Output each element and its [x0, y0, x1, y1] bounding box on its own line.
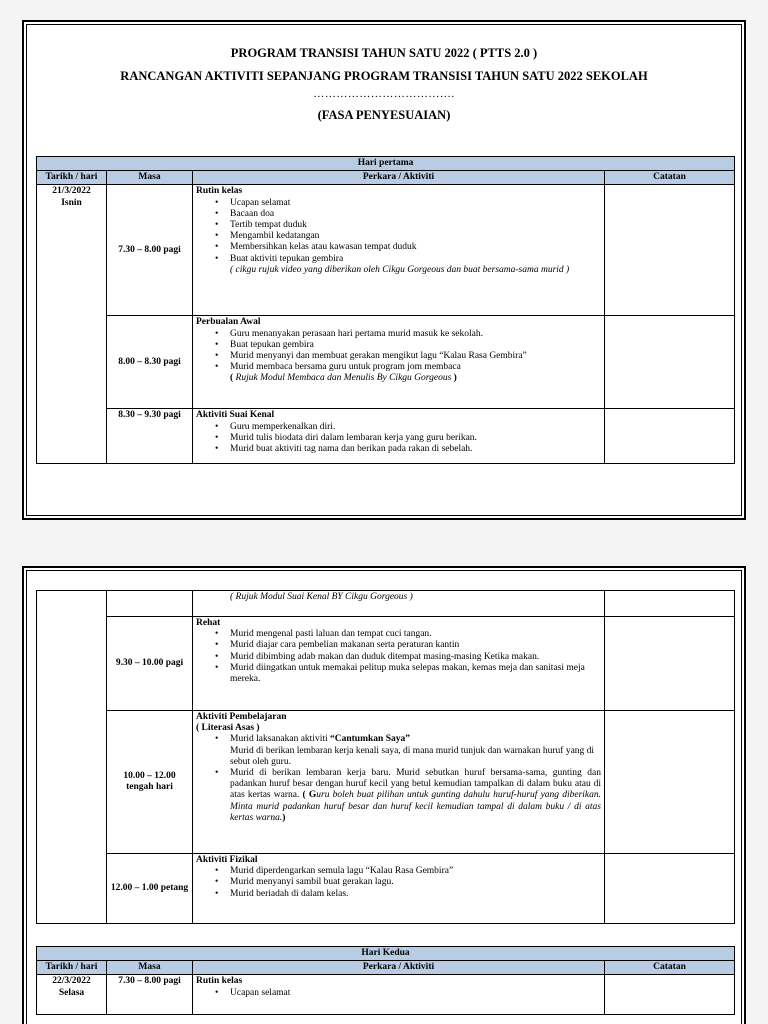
activity-text: Murid di berikan lembaran kerja kenali saya, di mana murid tunjuk dan warnakan huruf yang di sebut oleh guru.	[230, 745, 595, 767]
notes-cell	[605, 617, 735, 711]
activity-cell	[193, 409, 605, 464]
date-cell	[37, 185, 107, 464]
table-row	[37, 185, 735, 316]
activity-cell	[193, 617, 605, 711]
col-activity: Perkara / Aktiviti	[193, 961, 605, 975]
activity-cell	[193, 591, 605, 617]
table-row	[37, 591, 735, 617]
list-item: • Bacaan doa	[196, 209, 601, 220]
time-cell: 8.30 – 9.30 pagi	[107, 409, 193, 464]
date: 22/3/2022	[52, 976, 91, 987]
day1-schedule-table	[36, 156, 735, 464]
table-row	[37, 409, 735, 464]
time-cell: 10.00 – 12.00 tengah hari	[107, 711, 193, 854]
activity-subtitle: ( Literasi Asas )	[196, 723, 260, 734]
activity-note: ( Rujuk Modul Membaca dan Menulis By Cikgu Gorgeous )	[230, 373, 457, 384]
document-page-1	[22, 20, 746, 520]
list-item: • Murid menyanyi sambil buat gerakan lagu.	[196, 877, 601, 888]
notes-cell	[605, 185, 735, 316]
col-time: Masa	[107, 961, 193, 975]
activity-note: ( Rujuk Modul Suai Kenal BY Cikgu Gorgeous )	[230, 592, 413, 602]
col-date: Tarikh / hari	[37, 171, 107, 185]
list-item: • Mengambil kedatangan	[196, 231, 601, 242]
list-item: • Murid mengenal pasti laluan dan tempat cuci tangan.	[196, 629, 601, 640]
activity-note: ( cikgu rujuk video yang diberikan oleh Cikgu Gorgeous dan buat bersama-sama murid )	[230, 264, 570, 275]
activity-title: Aktiviti Pembelajaran	[196, 712, 287, 722]
day-label: Hari Kedua	[37, 947, 735, 961]
list-item: • Murid buat aktiviti tag nama dan berikan pada rakan di sebelah.	[196, 444, 601, 455]
col-time: Masa	[107, 171, 193, 185]
notes-cell	[605, 316, 735, 409]
document-page-2	[22, 566, 746, 1024]
activity-cell	[193, 316, 605, 409]
notes-cell	[605, 975, 735, 1015]
time-cell: 9.30 – 10.00 pagi	[107, 617, 193, 711]
activity-cell	[193, 975, 605, 1015]
list-item: • Ucapan selamat	[196, 198, 601, 209]
time-cell: 7.30 – 8.00 pagi	[107, 185, 193, 316]
date-cell	[37, 591, 107, 924]
activity-title: Rehat	[196, 618, 221, 628]
weekday: Selasa	[58, 987, 85, 998]
list-item: • Murid dibimbing adab makan dan duduk ditempat masing-masing Ketika makan.	[196, 652, 601, 663]
notes-cell	[605, 409, 735, 464]
list-item: • Membersihkan kelas atau kawasan tempat duduk	[196, 242, 601, 253]
list-item: • Murid tulis biodata diri dalam lembaran kerja yang guru berikan.	[196, 433, 601, 444]
activity-title: Aktiviti Fizikal	[196, 855, 258, 865]
document-title: PROGRAM TRANSISI TAHUN SATU 2022 ( PTTS 2.0 )	[230, 46, 538, 60]
activity-title: Perbualan Awal	[196, 317, 261, 328]
table-row	[37, 617, 735, 711]
list-item: • Buat tepukan gembira	[196, 340, 601, 351]
list-item: • Guru memperkenalkan diri.	[196, 422, 601, 433]
weekday: Isnin	[61, 197, 82, 208]
col-activity: Perkara / Aktiviti	[193, 171, 605, 185]
col-notes: Catatan	[605, 171, 735, 185]
list-item: • Murid menyanyi dan membuat gerakan mengikut lagu “Kalau Rasa Gembira”	[196, 351, 601, 362]
list-item: • Murid diingatkan untuk memakai pelitup muka selepas makan, kemas meja dan sanitasi meja mereka.	[196, 663, 601, 685]
activity-title: Rutin kelas	[196, 186, 243, 197]
day-label: Hari pertama	[37, 157, 735, 171]
activity-title: Rutin kelas	[196, 976, 243, 987]
time-cell: 7.30 – 8.00 pagi	[107, 975, 193, 1015]
list-item: • Murid beriadah di dalam kelas.	[196, 889, 601, 900]
activity-title: Aktiviti Suai Kenal	[196, 410, 275, 421]
time-cell: 12.00 – 1.00 petang	[107, 854, 193, 924]
day2-schedule-table	[36, 946, 735, 1015]
table-row	[37, 711, 735, 854]
list-item: • Murid di berikan lembaran kerja baru. Murid sebutkan huruf bersama-sama, gunting dan padankan huruf besar dengan huruf kecil yang betul kemudian tampalkan di dalam buku atau di atas kertas warna. ( Guru boleh buat pilihan untuk gunting dahulu huruf-huruf yang diberikan. Minta murid padankan huruf besar dan huruf kecil kemudian tampal di dalam buku / di atas kertas warna.)	[196, 768, 601, 824]
document-subtitle: RANCANGAN AKTIVITI SEPANJANG PROGRAM TRANSISI TAHUN SATU 2022 SEKOLAH	[120, 69, 648, 83]
list-item: • Buat aktiviti tepukan gembira	[196, 254, 601, 265]
activity-cell	[193, 854, 605, 924]
list-item: • Guru menanyakan perasaan hari pertama murid masuk ke sekolah.	[196, 329, 601, 340]
col-notes: Catatan	[605, 961, 735, 975]
notes-cell	[605, 591, 735, 617]
list-item: • Ucapan selamat	[196, 988, 601, 999]
list-item: • Murid diperdengarkan semula lagu “Kalau Rasa Gembira”	[196, 866, 601, 877]
list-item: • Tertib tempat duduk	[196, 220, 601, 231]
date: 21/3/2022	[52, 186, 91, 197]
time-cell	[107, 591, 193, 617]
notes-cell	[605, 711, 735, 854]
activity-cell	[193, 711, 605, 854]
list-item: • Murid diajar cara pembelian makanan serta peraturan kantin	[196, 640, 601, 651]
school-name-blank: ……………………………….	[313, 88, 455, 100]
day1-schedule-continued-table	[36, 590, 735, 924]
phase-title: (FASA PENYESUAIAN)	[317, 108, 451, 122]
table-row	[37, 316, 735, 409]
time-cell: 8.00 – 8.30 pagi	[107, 316, 193, 409]
date-cell	[37, 975, 107, 1015]
notes-cell	[605, 854, 735, 924]
list-item: • Murid membaca bersama guru untuk program jom membaca	[196, 362, 601, 373]
activity-cell	[193, 185, 605, 316]
list-item: • Murid laksanakan aktiviti “Cantumkan Saya”	[196, 734, 601, 745]
table-row	[37, 975, 735, 1015]
table-row	[37, 854, 735, 924]
col-date: Tarikh / hari	[37, 961, 107, 975]
